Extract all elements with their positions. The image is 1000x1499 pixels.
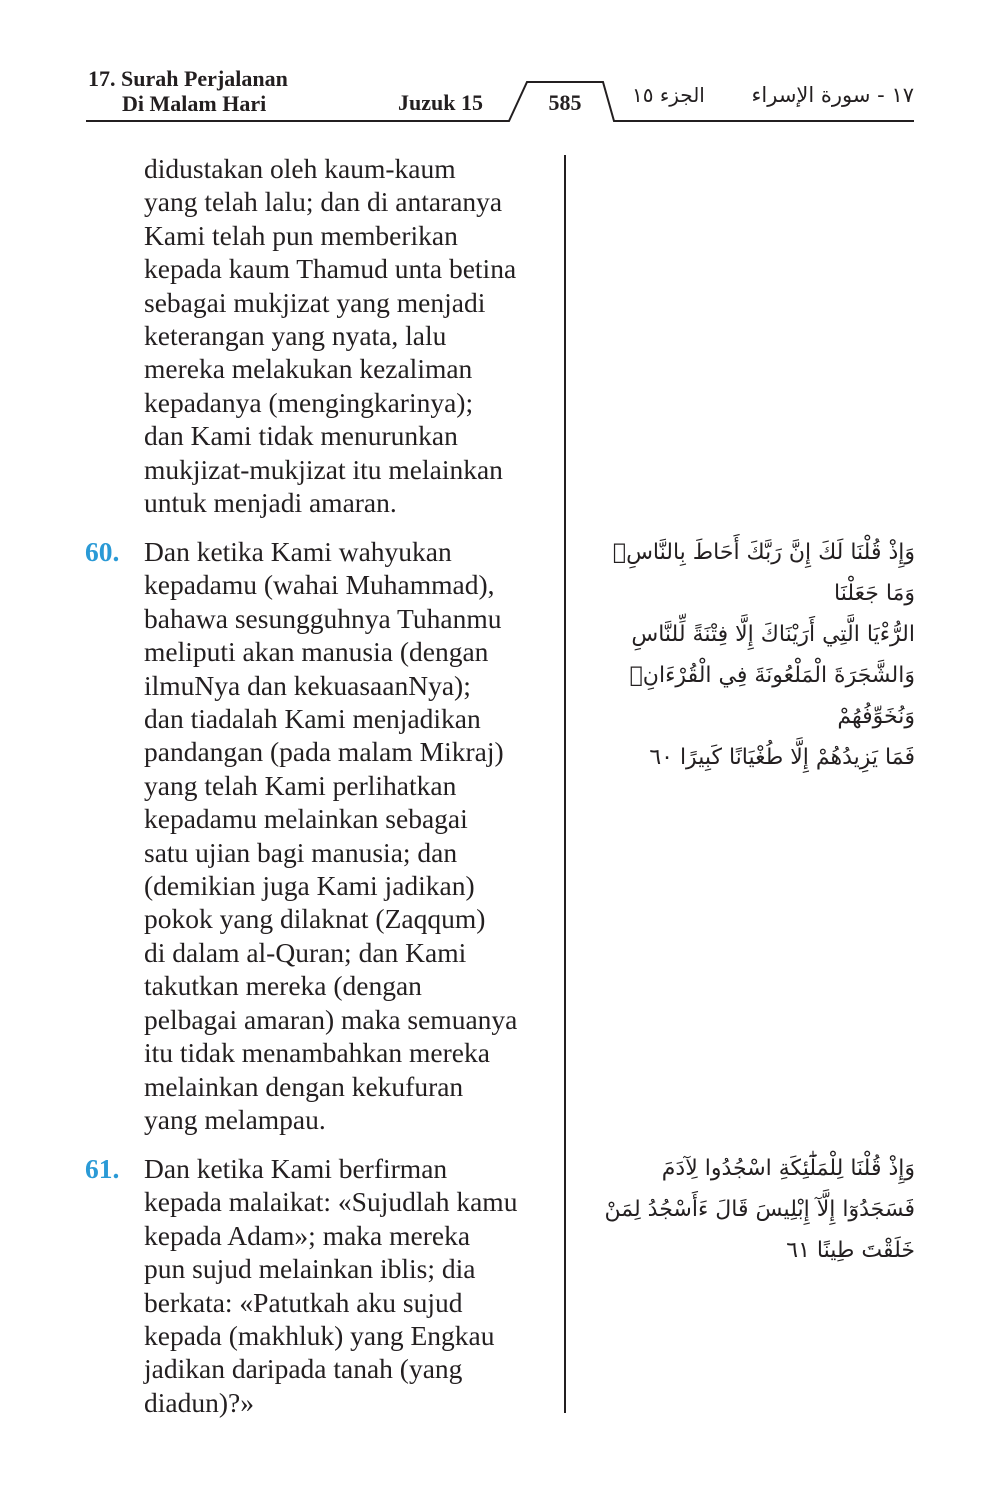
column-divider — [564, 155, 566, 1413]
surah-title-latin — [88, 66, 288, 116]
surah-title-line1: 17. Surah Perjalanan — [88, 66, 288, 91]
verse-61-arabic: وَإِذْ قُلْنَا لِلْمَلَٰٓئِكَةِ اسْجُدُوا لِآدَمَ فَسَجَدُوٓا إِلَّآ إِبْلِيسَ قَالَ ءَأَسْجُدُ لِمَنْ خَلَقْتَ طِينًا ٦١ — [604, 1156, 915, 1263]
continuation-translation — [85, 152, 560, 519]
verse-number-61: 61. — [85, 1153, 120, 1184]
verse-60-translation — [85, 535, 560, 1136]
surah-title-arabic: ١٧ - سورة الإسراء — [751, 83, 914, 107]
page-header — [0, 0, 1000, 130]
juz-label-arabic: الجزء ١٥ — [632, 83, 705, 107]
surah-title-line2: Di Malam Hari — [122, 91, 267, 116]
verse-60-text: Dan ketika Kami wahyukan kepadamu (wahai Muhammad), bahawa sesungguhnya Tuhanmu meliputi akan manusia (dengan ilmuNya dan kekuasaanNya); dan tiadalah Kami menjadikan pandangan (pada malam Mikraj) yang telah Kami perlihatkan kepadamu melainkan sebagai satu ujian bagi manusia; dan (demikian juga Kami jadikan) pokok yang dilaknat (Zaqqum) di dalam al-Quran; dan Kami takutkan mereka (dengan pelbagai amaran) maka semuanya itu tidak menambahkan mereka melainkan dengan kekufuran yang melampau. — [144, 536, 518, 1135]
verse-61-text: Dan ketika Kami berfirman kepada malaikat: «Sujudlah kamu kepada Adam»; maka mereka pun sujud melainkan iblis; dia berkata: «Patutkah aku sujud kepada (makhluk) yang Engkau jadikan daripada tanah (yang diadun)?» — [144, 1153, 518, 1418]
continuation-text: didustakan oleh kaum-kaum yang telah lalu; dan di antaranya Kami telah pun memberikan kepada kaum Thamud unta betina sebagai mukjizat yang menjadi keterangan yang nyata, lalu mereka melakukan kezaliman kepadanya (mengingkarinya); dan Kami tidak menurunkan mukjizat-mukjizat itu melainkan untuk menjadi amaran. — [144, 153, 517, 519]
juzuk-label: Juzuk 15 — [398, 90, 483, 115]
verse-61-translation — [85, 1152, 560, 1419]
verse-number-60: 60. — [85, 536, 120, 567]
verse-60-arabic: وَإِذْ قُلْنَا لَكَ إِنَّ رَبَّكَ أَحَاطَ بِالنَّاسِۚ وَمَا جَعَلْنَا الرُّءْيَا الَّتِي أَرَيْنَاكَ إِلَّا فِتْنَةً لِّلنَّاسِ وَالشَّجَرَةَ الْمَلْعُونَةَ فِي الْقُرْءَانِۚ وَنُخَوِّفُهُمْ فَمَا يَزِيدُهُمْ إِلَّا طُغْيَانًا كَبِيرًا ٦٠ — [612, 540, 915, 770]
page-number: 585 — [548, 90, 582, 115]
